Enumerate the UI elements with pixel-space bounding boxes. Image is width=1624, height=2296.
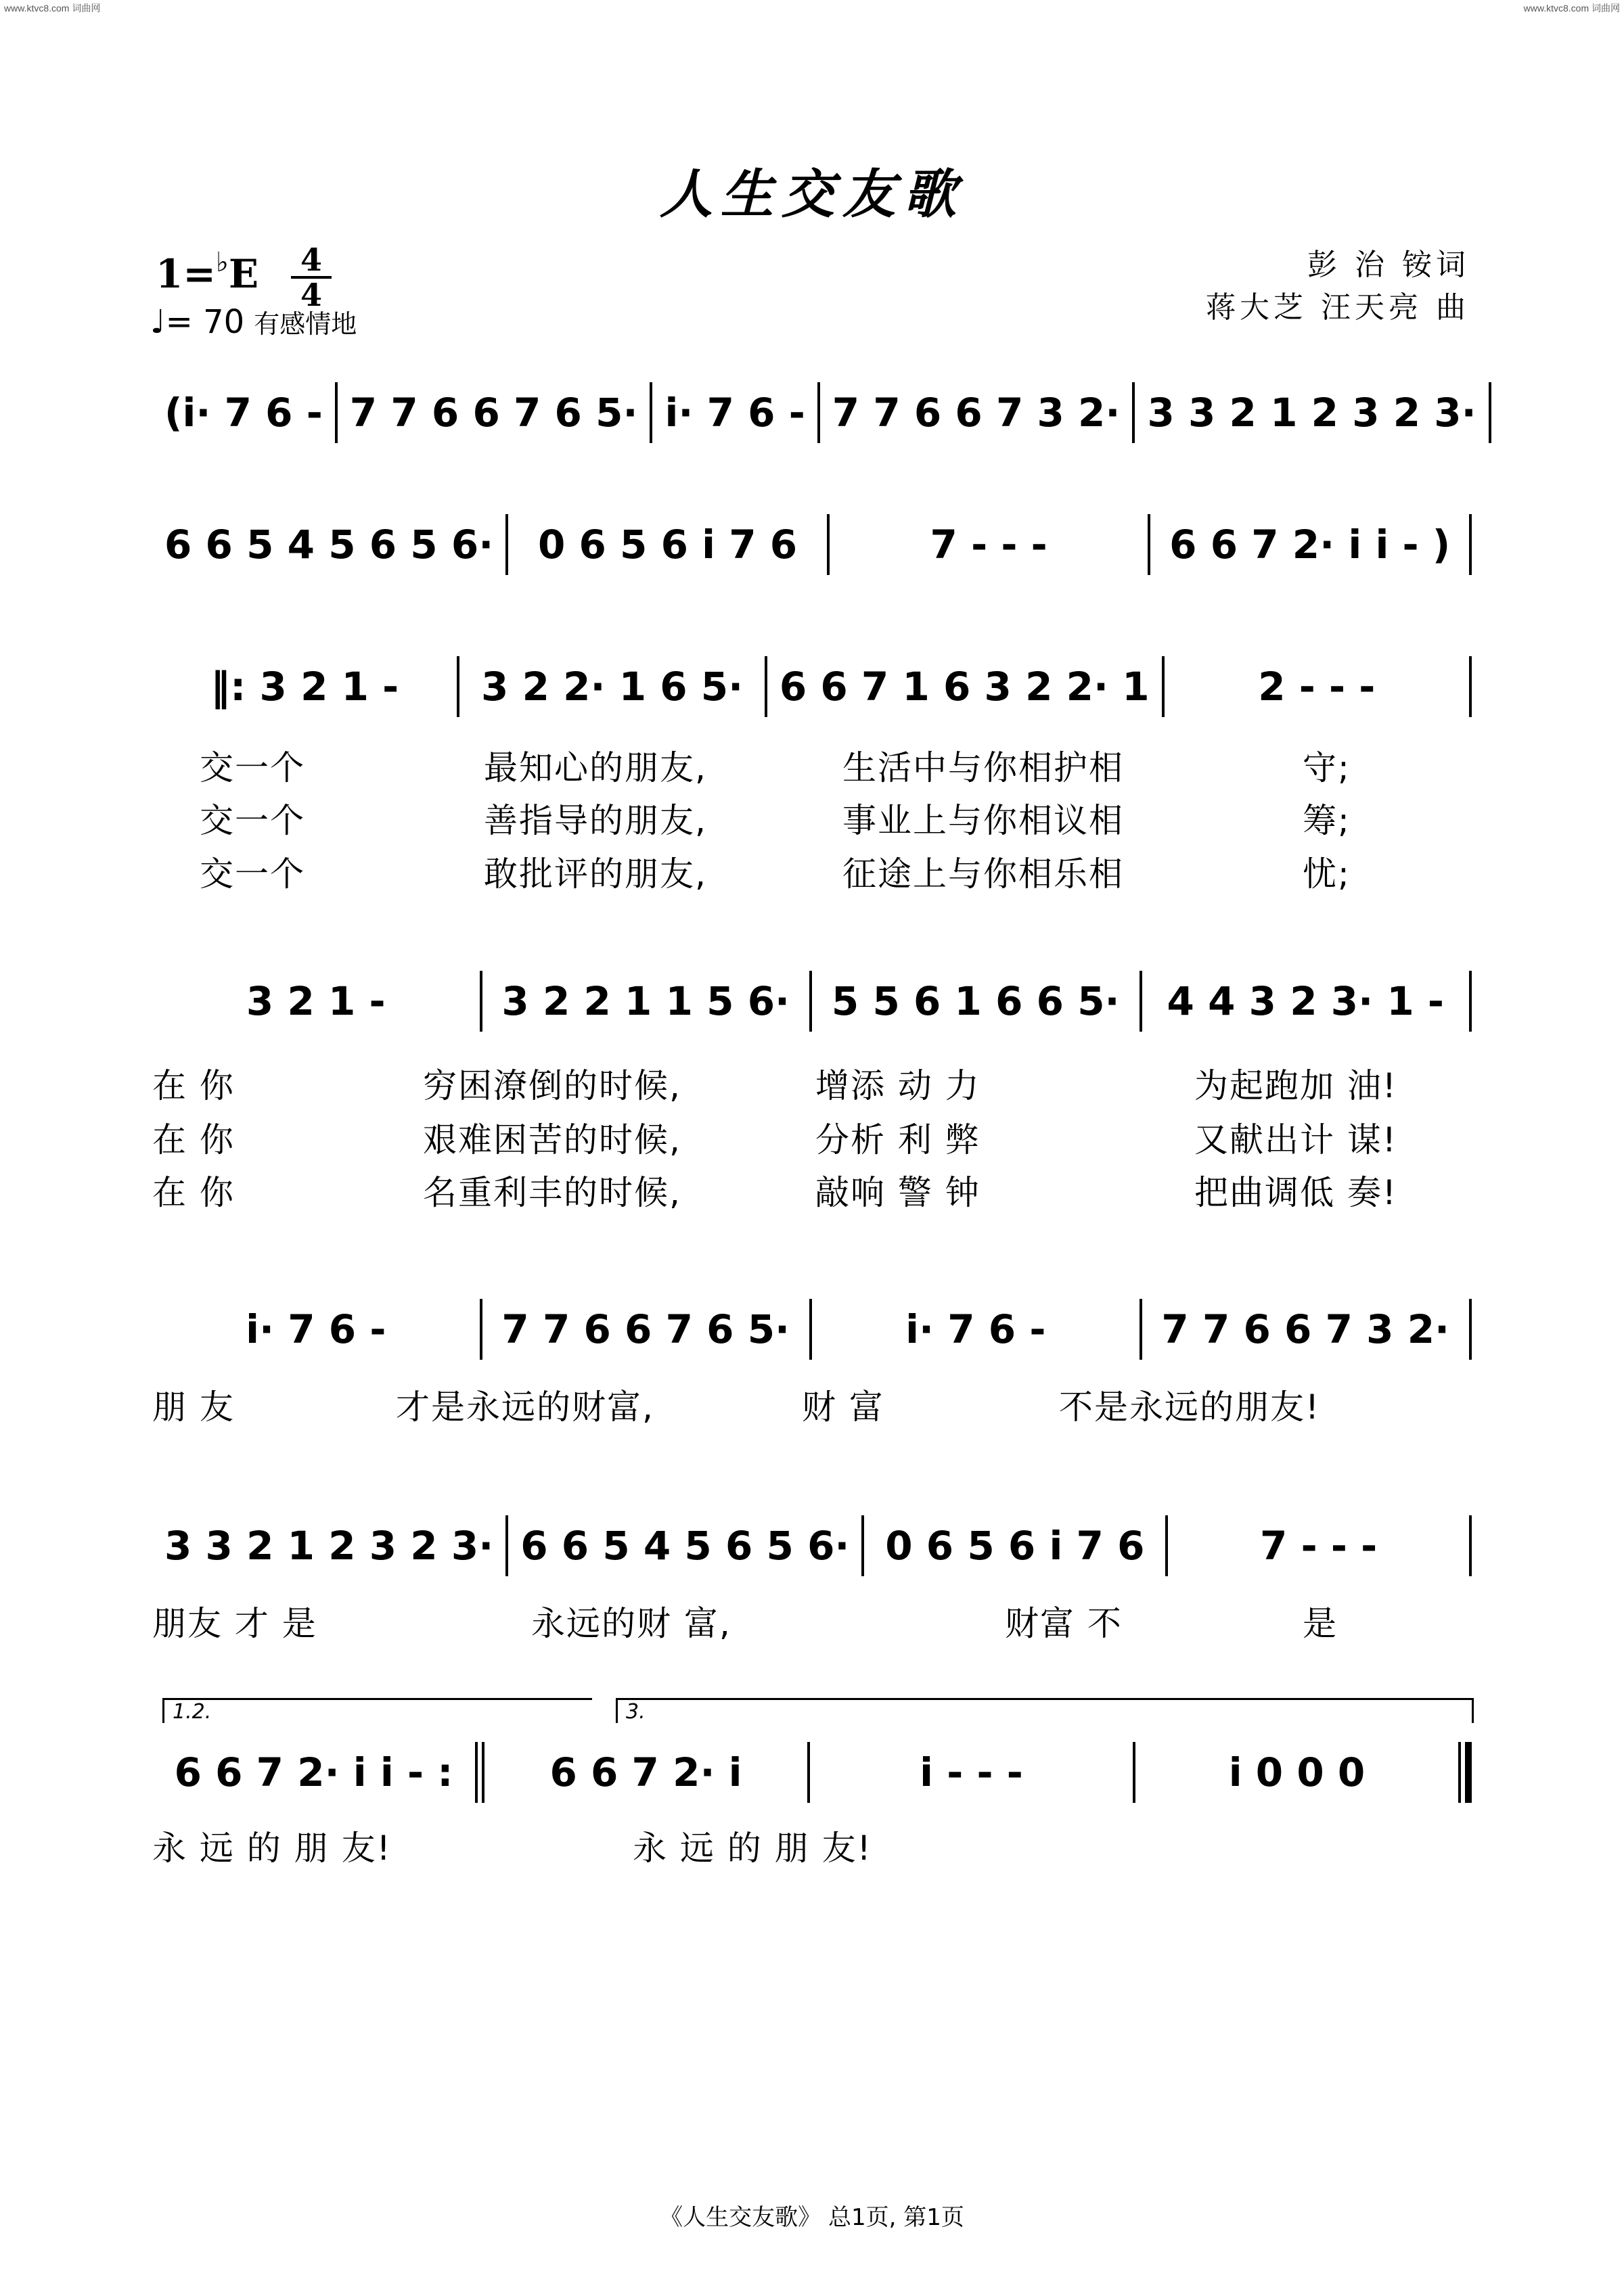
- score-line-1: [152, 386, 1476, 440]
- score-line-5: [152, 1302, 1472, 1356]
- expression-marking: 有感情地: [254, 309, 357, 339]
- lyric-line: 交一个 敢批评的朋友, 征途上与你相乐相 忧;: [200, 854, 1351, 894]
- measure: 7 7 6 6 7 3 2·: [1161, 1306, 1450, 1352]
- measure: 7 7 6 6 7 6 5·: [501, 1306, 790, 1352]
- time-signature-bottom: 4: [300, 277, 322, 313]
- lyric-line: 朋 友 才是永远的财富, 财 富 不是永远的朋友!: [152, 1387, 1321, 1427]
- time-signature: [291, 242, 332, 313]
- key-prefix: 1=: [156, 251, 216, 297]
- measure: 3 3 2 1 2 3 2 3·: [164, 1523, 494, 1569]
- measure: 3 2 2· 1 6 5·: [481, 664, 744, 710]
- score-line-3: [152, 660, 1472, 714]
- lyric-line: 交一个 善指导的朋友, 事业上与你相议相 筹;: [200, 801, 1351, 840]
- watermark-left: www.ktvc8.com 词曲网: [4, 3, 101, 14]
- lyricist-credit: 彭 治 铵词: [1307, 248, 1470, 282]
- key-signature: [156, 247, 258, 297]
- measure: 0 6 5 6 i 7 6: [537, 522, 798, 568]
- lyric-line: 永 远 的 朋 友! 永 远 的 朋 友!: [152, 1829, 872, 1868]
- lyric-line: 朋友 才 是 永远的财 富, 财富 不 是: [152, 1604, 1338, 1643]
- measure: 6 6 7 2· i: [549, 1749, 742, 1795]
- measure: 7 - - -: [930, 522, 1047, 568]
- tempo-marking: [150, 303, 357, 341]
- measure: i· 7 6 -: [246, 1306, 386, 1352]
- measure: i - - -: [920, 1749, 1023, 1795]
- flat-icon: ♭: [215, 247, 229, 278]
- quarter-note-icon: ♩: [150, 303, 166, 341]
- time-signature-top: 4: [300, 242, 322, 278]
- lyric-line: 在 你 艰难困苦的时候, 分析 利 弊 又献出计 谋!: [152, 1120, 1397, 1160]
- measure: 7 - - -: [1260, 1523, 1378, 1569]
- score-line-7: [152, 1745, 1472, 1799]
- composer-credit: 蒋大芝 汪天亮 曲: [1206, 290, 1470, 325]
- volta-second-ending: 3.: [616, 1698, 1474, 1723]
- measure: i· 7 6 -: [905, 1306, 1046, 1352]
- measure: 7 7 6 6 7 6 5·: [349, 390, 638, 436]
- measure: i 0 0 0: [1228, 1749, 1366, 1795]
- measure: ‖: 3 2 1 -: [210, 664, 399, 710]
- lyric-line: 在 你 名重利丰的时候, 敲响 警 钟 把曲调低 奏!: [152, 1173, 1397, 1212]
- tempo-value: = 70: [165, 303, 245, 341]
- measure: 6 6 5 4 5 6 5 6·: [520, 1523, 850, 1569]
- volta-first-ending: 1.2.: [162, 1698, 592, 1723]
- key-note: E: [228, 251, 259, 297]
- lyric-line: 在 你 穷困潦倒的时候, 增添 动 力 为起跑加 油!: [152, 1066, 1397, 1105]
- measure: 3 3 2 1 2 3 2 3·: [1147, 390, 1476, 436]
- measure: 0 6 5 6 i 7 6: [885, 1523, 1145, 1569]
- measure: i· 7 6 -: [664, 390, 805, 436]
- score-line-6: [152, 1519, 1472, 1573]
- score-line-4: [152, 974, 1472, 1028]
- score-line-2: [152, 518, 1472, 572]
- measure: 2 - - -: [1258, 664, 1376, 710]
- measure: 4 4 3 2 3· 1 -: [1167, 978, 1444, 1024]
- measure: 3 2 2 1 1 5 6·: [501, 978, 790, 1024]
- measure: 6 6 7 2· i i - :: [174, 1749, 453, 1795]
- page-footer: 《人生交友歌》 总1页, 第1页: [660, 2204, 964, 2231]
- measure: 7 7 6 6 7 3 2·: [832, 390, 1121, 436]
- measure: (i· 7 6 -: [164, 390, 323, 436]
- measure: 6 6 7 1 6 3 2 2· 1: [779, 664, 1150, 710]
- measure: 6 6 7 2· i i - ): [1169, 522, 1451, 568]
- lyric-line: 交一个 最知心的朋友, 生活中与你相护相 守;: [200, 748, 1351, 787]
- measure: 3 2 1 -: [246, 978, 386, 1024]
- measure: 5 5 6 1 6 6 5·: [831, 978, 1120, 1024]
- song-title: 人生交友歌: [659, 164, 964, 225]
- watermark-right: www.ktvc8.com 词曲网: [1523, 3, 1620, 14]
- measure: 6 6 5 4 5 6 5 6·: [164, 522, 494, 568]
